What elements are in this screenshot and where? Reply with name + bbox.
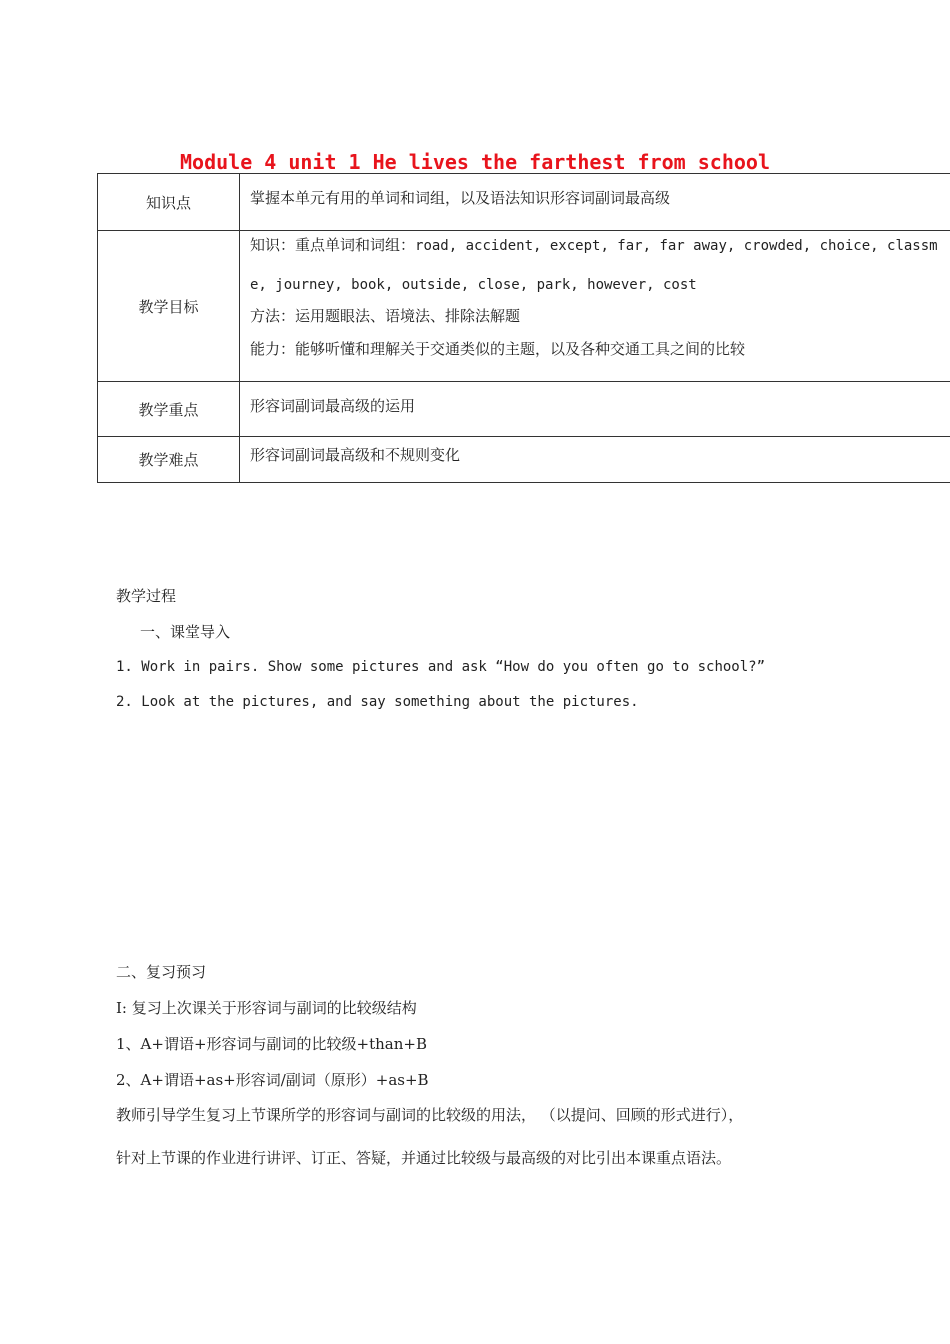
review-pattern-2: 2、A+谓语+as+形容词/副词（原形）+as+B: [116, 1071, 429, 1089]
table-row: [98, 382, 950, 437]
section-intro-heading: 一、课堂导入: [140, 623, 231, 641]
row-value-teaching-goals: [240, 231, 950, 382]
process-heading: 教学过程: [116, 587, 177, 605]
row-label-knowledge-point: 知识点: [98, 174, 240, 231]
row-value-knowledge-point: 掌握本单元有用的单词和词组，以及语法知识形容词副词最高级: [240, 174, 950, 231]
lesson-plan-table: [97, 173, 950, 483]
review-paragraph-line-2: 针对上节课的作业进行讲评、订正、答疑，并通过比较级与最高级的对比引出本课重点语法。: [116, 1149, 732, 1167]
goal-ability: 能力：能够听懂和理解关于交通类似的主题，以及各种交通工具之间的比较: [250, 340, 746, 358]
review-pattern-1: 1、A+谓语+形容词与副词的比较级+than+B: [116, 1035, 427, 1053]
table-row: [98, 174, 950, 231]
row-value-difficult-point: 形容词副词最高级和不规则变化: [240, 437, 950, 483]
table-row: [98, 231, 950, 382]
goal-knowledge-continued: e, journey, book, outside, close, park, however, cost: [250, 277, 697, 293]
goal-method: 方法：运用题眼法、语境法、排除法解题: [250, 307, 521, 325]
table-row: [98, 437, 950, 483]
section-review-heading: 二、复习预习: [116, 963, 207, 981]
row-label-difficult-point: 教学难点: [98, 437, 240, 483]
row-label-key-point: 教学重点: [98, 382, 240, 437]
goal-knowledge-prefix: 知识：重点单词和词组：: [250, 236, 416, 254]
intro-item-2: 2. Look at the pictures, and say something about the pictures.: [116, 694, 639, 710]
goal-knowledge: [250, 238, 950, 253]
document-title: Module 4 unit 1 He lives the farthest from school: [179, 150, 770, 174]
intro-item-1: 1. Work in pairs. Show some pictures and ask “How do you often go to school?”: [116, 659, 766, 675]
row-value-key-point: 形容词副词最高级的运用: [240, 382, 950, 437]
review-paragraph-line-1: 教师引导学生复习上节课所学的形容词与副词的比较级的用法， （以提问、回顾的形式进行），: [116, 1106, 744, 1124]
goal-knowledge-words: road, accident, except, far, far away, crowded, choice, classm: [415, 238, 938, 254]
row-label-teaching-goals: 教学目标: [98, 231, 240, 382]
review-subheading: I: 复习上次课关于形容词与副词的比较级结构: [116, 999, 417, 1017]
